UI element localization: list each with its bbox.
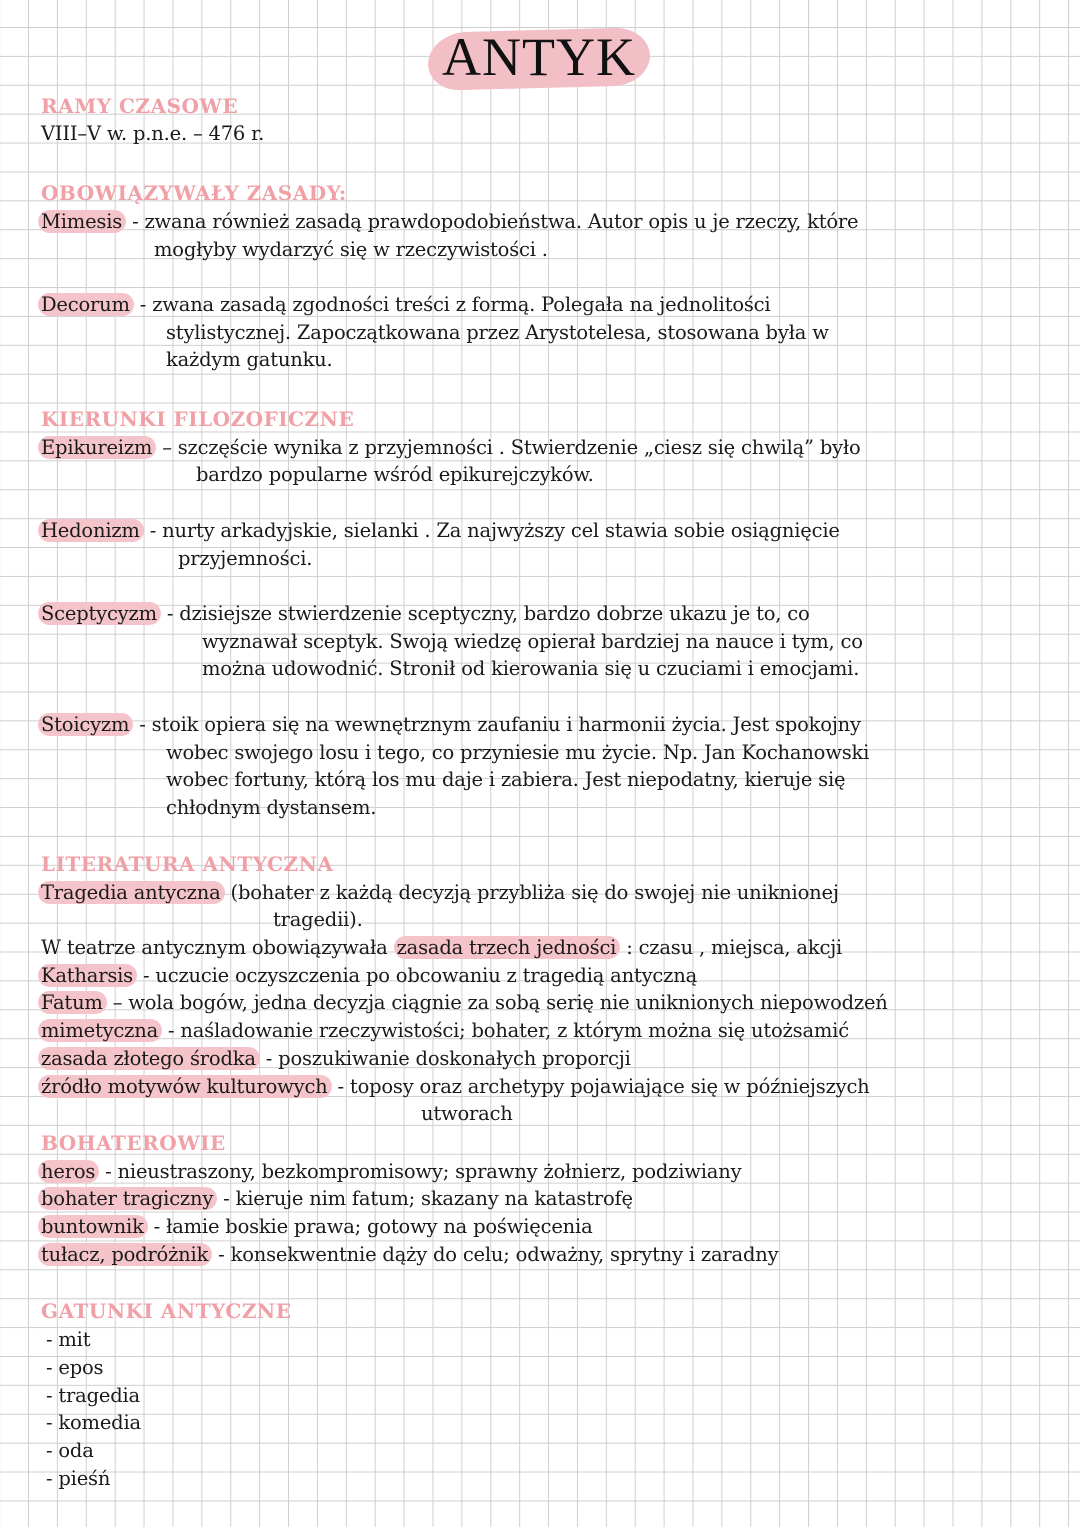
kierunek-sceptycyzm bbox=[41, 600, 810, 628]
kierunek-stoicyzm bbox=[41, 711, 861, 739]
heading-literatura: LITERATURA ANTYCZNA bbox=[41, 852, 334, 876]
term-tulacz-podroznik: tułacz, podróżnik bbox=[38, 1243, 212, 1266]
gatunek-item: - pieśń bbox=[46, 1467, 111, 1490]
kierunek-stoicyzm-cont-1: wobec swojego losu i tego, co przyniesie mu życie. Np. Jan Kochanowski bbox=[166, 741, 870, 764]
definition-text: - naśladowanie rzeczywistości; bohater, z którym można się utożsamić bbox=[162, 1019, 849, 1042]
term-stoicyzm: Stoicyzm bbox=[38, 713, 133, 736]
kierunek-hedonizm bbox=[41, 517, 840, 545]
zasada-decorum-cont-1: stylistycznej. Zapoczątkowana przez Arystotelesa, stosowana była w bbox=[166, 321, 829, 344]
definition-text: – wola bogów, jedna decyzja ciągnie za sobą serię nie uniknionych niepowodzeń bbox=[106, 991, 888, 1014]
literatura-tragedia bbox=[41, 879, 839, 907]
zasada-decorum-cont-2: każdym gatunku. bbox=[166, 348, 333, 371]
definition-text: - konsekwentnie dąży do celu; odważny, sprytny i zaradny bbox=[212, 1243, 779, 1266]
literatura-zrodlo-motywow bbox=[41, 1073, 870, 1101]
kierunek-sceptycyzm-cont-1: wyznawał sceptyk. Swoją wiedzę opierał bardziej na nauce i tym, co bbox=[202, 630, 863, 653]
definition-text: - nieustraszony, bezkompromisowy; sprawny żołnierz, podziwiany bbox=[99, 1160, 742, 1183]
literatura-zloty-srodek bbox=[41, 1045, 631, 1073]
literatura-fatum bbox=[41, 989, 888, 1017]
zasada-decorum bbox=[41, 291, 770, 319]
bohater-tulacz bbox=[41, 1241, 778, 1269]
definition-text: - stoik opiera się na wewnętrznym zaufaniu i harmonii życia. Jest spokojny bbox=[133, 713, 861, 736]
literatura-teatr bbox=[41, 934, 842, 962]
definition-text: - poszukiwanie doskonałych proporcji bbox=[259, 1047, 631, 1070]
heading-gatunki: GATUNKI ANTYCZNE bbox=[41, 1299, 292, 1323]
term-zrodlo-motywow: źródło motywów kulturowych bbox=[38, 1075, 332, 1098]
term-heros: heros bbox=[38, 1160, 99, 1183]
definition-text: - uczucie oczyszczenia po obcowaniu z tragedią antyczną bbox=[137, 964, 697, 987]
term-decorum: Decorum bbox=[38, 293, 134, 316]
heading-kierunki: KIERUNKI FILOZOFICZNE bbox=[41, 407, 355, 431]
heading-ramy-czasowe: RAMY CZASOWE bbox=[41, 94, 239, 118]
kierunek-epikureizm-cont: bardzo popularne wśród epikurejczyków. bbox=[196, 463, 594, 486]
term-hedonizm: Hedonizm bbox=[38, 519, 144, 542]
bohater-tragiczny bbox=[41, 1185, 633, 1213]
bohater-buntownik bbox=[41, 1213, 593, 1241]
term-fatum: Fatum bbox=[38, 991, 107, 1014]
term-mimesis: Mimesis bbox=[38, 210, 126, 233]
kierunek-stoicyzm-cont-3: chłodnym dystansem. bbox=[166, 796, 377, 819]
zasada-mimesis bbox=[41, 208, 858, 236]
term-epikureizm: Epikureizm bbox=[38, 436, 156, 459]
kierunek-sceptycyzm-cont-2: można udowodnić. Stronił od kierowania się u czuciami i emocjami. bbox=[202, 657, 860, 680]
gatunek-item: - tragedia bbox=[46, 1384, 140, 1407]
gatunek-item: - oda bbox=[46, 1439, 94, 1462]
term-zasada-trzech-jednosci: zasada trzech jedności bbox=[394, 936, 621, 959]
literatura-tragedia-cont: tragedii). bbox=[273, 908, 363, 931]
heading-bohaterowie: BOHATEROWIE bbox=[41, 1131, 226, 1155]
definition-text: - zwana również zasadą prawdopodobieństwa. Autor opis u je rzeczy, które bbox=[126, 210, 859, 233]
definition-text: – szczęście wynika z przyjemności . Stwierdzenie „ciesz się chwilą” było bbox=[156, 436, 861, 459]
teatr-text-after: : czasu , miejsca, akcji bbox=[620, 936, 843, 959]
teatr-text: W teatrze antycznym obowiązywała bbox=[41, 936, 394, 959]
definition-text: - dzisiejsze stwierdzenie sceptyczny, bardzo dobrze ukazu je to, co bbox=[160, 602, 810, 625]
term-tragedia-antyczna: Tragedia antyczna bbox=[38, 881, 225, 904]
literatura-mimetyczna bbox=[41, 1017, 849, 1045]
kierunek-stoicyzm-cont-2: wobec fortuny, którą los mu daje i zabiera. Jest niepodatny, kieruje się bbox=[166, 768, 846, 791]
gatunek-item: - epos bbox=[46, 1356, 104, 1379]
definition-text: (bohater z każdą decyzją przybliża się do swojej nie uniknionej bbox=[224, 881, 839, 904]
definition-text: - zwana zasadą zgodności treści z formą. Polegała na jednolitości bbox=[133, 293, 771, 316]
literatura-katharsis bbox=[41, 962, 697, 990]
term-zasada-zlotego-srodka: zasada złotego środka bbox=[38, 1047, 260, 1070]
gatunek-item: - mit bbox=[46, 1328, 91, 1351]
bohater-heros bbox=[41, 1158, 741, 1186]
literatura-zrodlo-motywow-cont: utworach bbox=[421, 1102, 513, 1125]
term-mimetyczna: mimetyczna bbox=[38, 1019, 162, 1042]
zasada-mimesis-cont: mogłyby wydarzyć się w rzeczywistości . bbox=[154, 238, 548, 261]
page-title-block bbox=[428, 26, 650, 92]
term-katharsis: Katharsis bbox=[38, 964, 137, 987]
gatunek-item: - komedia bbox=[46, 1411, 141, 1434]
kierunek-hedonizm-cont: przyjemności. bbox=[178, 547, 313, 570]
term-buntownik: buntownik bbox=[38, 1215, 148, 1238]
definition-text: - toposy oraz archetypy pojawiające się w późniejszych bbox=[331, 1075, 870, 1098]
heading-zasady: OBOWIĄZYWAŁY ZASADY: bbox=[41, 181, 347, 205]
definition-text: - nurty arkadyjskie, sielanki . Za najwyższy cel stawia sobie osiągnięcie bbox=[143, 519, 840, 542]
ramy-czasowe-text: VIII–V w. p.n.e. – 476 r. bbox=[41, 122, 265, 145]
page-title: ANTYK bbox=[442, 27, 636, 87]
term-bohater-tragiczny: bohater tragiczny bbox=[38, 1187, 217, 1210]
kierunek-epikureizm bbox=[41, 434, 861, 462]
term-sceptycyzm: Sceptycyzm bbox=[38, 602, 161, 625]
definition-text: - łamie boskie prawa; gotowy na poświęcenia bbox=[147, 1215, 593, 1238]
definition-text: - kieruje nim fatum; skazany na katastrofę bbox=[217, 1187, 633, 1210]
